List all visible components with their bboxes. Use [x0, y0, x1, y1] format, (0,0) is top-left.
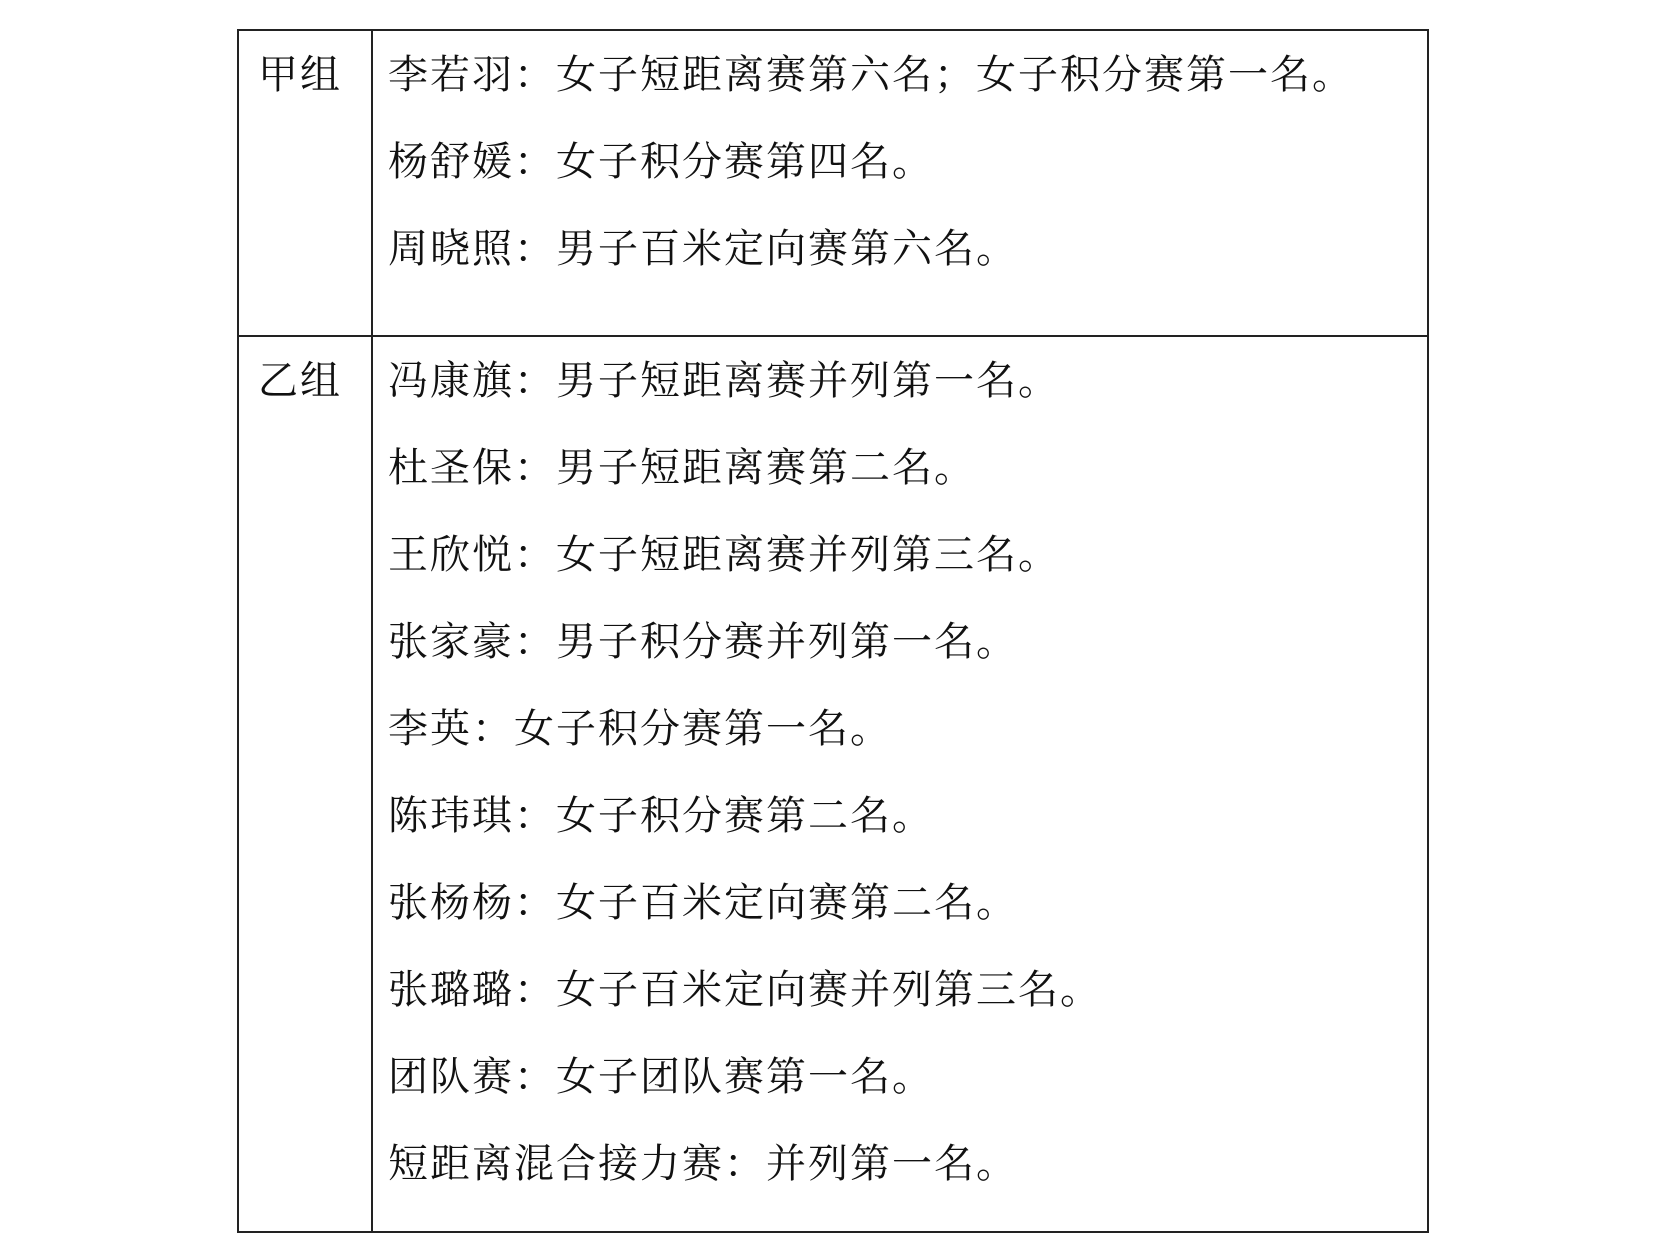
list-item: 李若羽：女子短距离赛第六名；女子积分赛第一名。: [388, 52, 1354, 98]
list-item: 陈玮琪：女子积分赛第二名。: [388, 793, 934, 839]
entry-list: [373, 31, 1427, 272]
list-item: 张家豪：男子积分赛并列第一名。: [388, 619, 1018, 665]
group-label: 乙组: [258, 358, 342, 404]
list-item: 张璐璐：女子百米定向赛并列第三名。: [388, 967, 1102, 1013]
list-item: 王欣悦：女子短距离赛并列第三名。: [388, 532, 1060, 578]
group-label-cell: [238, 336, 372, 1232]
list-item: 周晓照：男子百米定向赛第六名。: [388, 226, 1018, 272]
entries-cell: [372, 30, 1428, 336]
entry-list: [373, 337, 1427, 1187]
list-item: 杜圣保：男子短距离赛第二名。: [388, 445, 976, 491]
list-item: 杨舒媛：女子积分赛第四名。: [388, 139, 934, 185]
group-label-cell: [238, 30, 372, 336]
group-row-a: [238, 30, 1428, 336]
entries-cell: [372, 336, 1428, 1232]
group-row-b: [238, 336, 1428, 1232]
list-item: 冯康旗：男子短距离赛并列第一名。: [388, 358, 1060, 404]
list-item: 团队赛：女子团队赛第一名。: [388, 1054, 934, 1100]
results-table: [237, 29, 1429, 1233]
list-item: 短距离混合接力赛：并列第一名。: [388, 1141, 1018, 1187]
list-item: 张杨杨：女子百米定向赛第二名。: [388, 880, 1018, 926]
list-item: 李英：女子积分赛第一名。: [388, 706, 892, 752]
group-label: 甲组: [258, 52, 342, 98]
